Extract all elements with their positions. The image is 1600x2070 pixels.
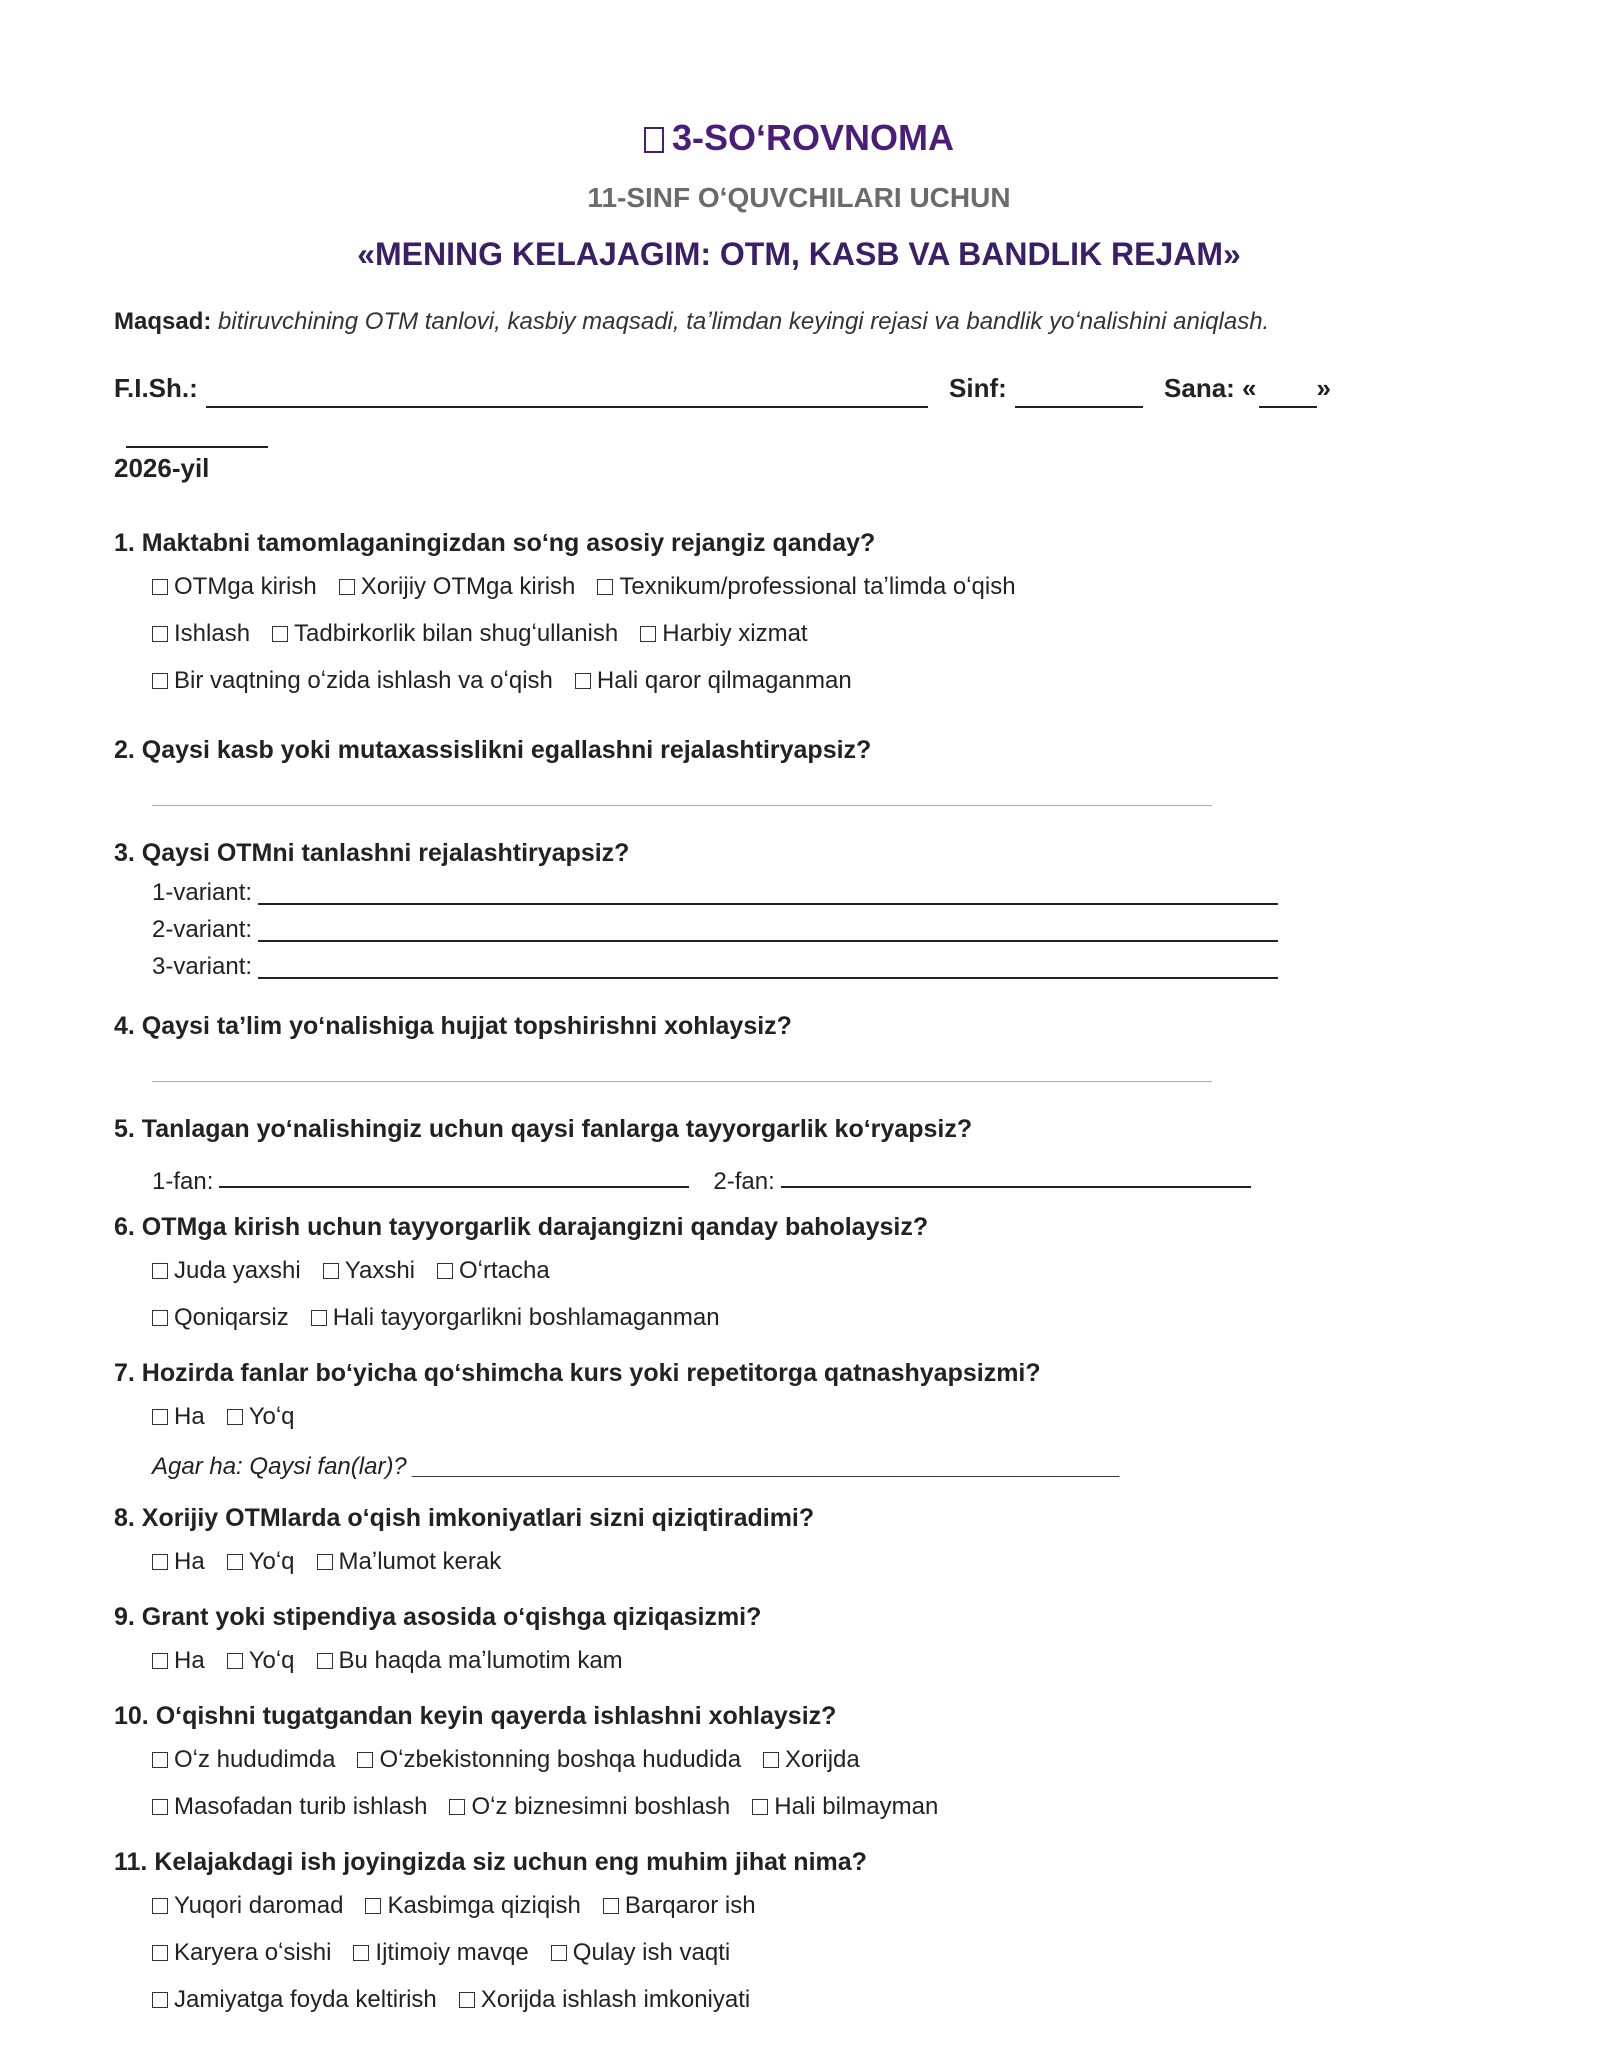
question-8: 8. Xorijiy OTMlarda oʻqish imkoniyatlari sizni qiziqtiradimi?	[114, 1504, 815, 1532]
fan-2-label: 2-fan:	[713, 1168, 775, 1195]
checkbox-icon[interactable]	[551, 1945, 567, 1961]
option-label: Ha	[174, 1548, 205, 1575]
checkbox-icon[interactable]	[152, 1310, 168, 1326]
option-label: Bir vaqtning oʻzida ishlash va oʻqish	[174, 667, 553, 694]
checkbox-icon[interactable]	[323, 1263, 339, 1279]
checkbox-option[interactable]	[152, 1983, 437, 2017]
option-label: Masofadan turib ishlash	[174, 1793, 428, 1820]
checkbox-icon[interactable]	[152, 1653, 168, 1669]
option-row	[152, 617, 1484, 664]
option-row	[152, 664, 1484, 711]
sana-label: Sana: «	[1164, 373, 1257, 403]
checkbox-icon[interactable]	[317, 1554, 333, 1570]
missing-glyph-icon	[644, 127, 664, 153]
variant-2	[152, 911, 1484, 948]
option-label: Yaxshi	[344, 1257, 416, 1284]
checkbox-icon[interactable]	[339, 579, 355, 595]
checkbox-option[interactable]	[152, 664, 553, 698]
checkbox-icon[interactable]	[152, 1945, 168, 1961]
option-row	[152, 1936, 1484, 1983]
option-label: Hali tayyorgarlikni boshlamaganman	[332, 1304, 720, 1331]
checkbox-option[interactable]	[152, 617, 250, 651]
year-label: 2026-yil	[114, 453, 210, 483]
checkbox-icon[interactable]	[437, 1263, 453, 1279]
checkbox-option[interactable]	[449, 1790, 730, 1824]
option-label: Ha	[174, 1403, 205, 1430]
checkbox-icon[interactable]	[152, 1409, 168, 1425]
variant-1	[152, 874, 1484, 911]
personal-info	[114, 368, 1484, 488]
checkbox-option[interactable]	[152, 1889, 343, 1923]
option-row	[152, 1743, 1484, 1790]
checkbox-icon[interactable]	[152, 626, 168, 642]
checkbox-option[interactable]	[311, 1301, 720, 1335]
variant-2-label: 2-variant:	[152, 916, 253, 943]
survey-theme: «MENING KELAJAGIM: OTM, KASB VA BANDLIK REJAM»	[357, 236, 1241, 272]
checkbox-icon[interactable]	[152, 1898, 168, 1914]
option-label: Oʻrtacha	[459, 1257, 550, 1284]
fan-1-field[interactable]	[219, 1160, 689, 1188]
variant-2-field[interactable]	[258, 914, 1278, 942]
checkbox-option[interactable]	[752, 1790, 938, 1824]
checkbox-option[interactable]	[152, 1743, 335, 1777]
purpose-text: bitiruvchining OTM tanlovi, kasbiy maqsadi, taʼlimdan keyingi rejasi va bandlik yoʻnalishini aniqlash.	[218, 308, 1270, 335]
q9-options	[152, 1644, 1484, 1691]
option-row	[152, 1400, 1484, 1447]
checkbox-option[interactable]	[323, 1254, 415, 1288]
q3-variants	[114, 874, 1484, 985]
q10-options	[152, 1743, 1484, 1837]
option-label: Oʻz hududimda	[174, 1746, 336, 1773]
checkbox-icon[interactable]	[317, 1653, 333, 1669]
q7-followup[interactable]: Agar ha: Qaysi fan(lar)? _____________________________________________________	[152, 1453, 1121, 1480]
checkbox-icon[interactable]	[227, 1653, 243, 1669]
option-label: Oʻz biznesimni boshlash	[471, 1793, 731, 1820]
option-label: Hali bilmayman	[774, 1793, 939, 1820]
option-label: Ha	[174, 1647, 205, 1674]
checkbox-icon[interactable]	[152, 1752, 168, 1768]
checkbox-option[interactable]	[317, 1545, 502, 1579]
checkbox-option[interactable]	[272, 617, 618, 651]
checkbox-icon[interactable]	[152, 1992, 168, 2008]
q11-options	[152, 1889, 1484, 2030]
checkbox-option[interactable]	[152, 1254, 301, 1288]
option-label: Maʼlumot kerak	[338, 1548, 502, 1575]
checkbox-option[interactable]	[763, 1743, 860, 1777]
checkbox-option[interactable]	[459, 1983, 750, 2017]
checkbox-option[interactable]	[152, 1545, 205, 1579]
q5-subjects	[152, 1156, 1484, 1196]
checkbox-icon[interactable]	[152, 673, 168, 689]
option-row	[152, 1790, 1484, 1837]
sana-close: »	[1316, 373, 1331, 403]
checkbox-option[interactable]	[152, 570, 317, 604]
option-label: Karyera oʻsishi	[174, 1939, 332, 1966]
question-11: 11. Kelajakdagi ish joyingizda siz uchun eng muhim jihat nima?	[114, 1848, 867, 1876]
option-label: Ishlash	[174, 620, 251, 647]
checkbox-option[interactable]	[227, 1400, 295, 1434]
checkbox-option[interactable]	[152, 1301, 289, 1335]
option-label: Juda yaxshi	[174, 1257, 301, 1284]
checkbox-icon[interactable]	[272, 626, 288, 642]
checkbox-icon[interactable]	[353, 1945, 369, 1961]
checkbox-option[interactable]	[152, 1790, 427, 1824]
survey-subtitle: 11-SINF OʻQUVCHILARI UCHUN	[587, 182, 1011, 213]
checkbox-option[interactable]	[603, 1889, 756, 1923]
q8-options	[152, 1545, 1484, 1592]
option-row	[152, 1644, 1484, 1691]
question-9: 9. Grant yoki stipendiya asosida oʻqishga qiziqasizmi?	[114, 1603, 762, 1631]
fish-label: F.I.Sh.:	[114, 373, 198, 403]
checkbox-icon[interactable]	[152, 1799, 168, 1815]
variant-3-field[interactable]	[258, 951, 1278, 979]
checkbox-icon[interactable]	[603, 1898, 619, 1914]
checkbox-option[interactable]	[339, 570, 576, 604]
q4-answer-line[interactable]	[152, 1065, 1212, 1082]
checkbox-option[interactable]	[353, 1936, 528, 1970]
option-label: Xorijda	[785, 1746, 860, 1773]
option-label: Yoʻq	[248, 1647, 295, 1674]
checkbox-option[interactable]	[365, 1889, 580, 1923]
question-1: 1. Maktabni tamomlaganingizdan soʻng asosiy rejangiz qanday?	[114, 529, 876, 557]
checkbox-icon[interactable]	[227, 1409, 243, 1425]
option-label: Jamiyatga foyda keltirish	[174, 1986, 437, 2013]
checkbox-icon[interactable]	[365, 1898, 381, 1914]
question-3: 3. Qaysi OTMni tanlashni rejalashtiryapsiz?	[114, 839, 630, 867]
checkbox-icon[interactable]	[227, 1554, 243, 1570]
checkbox-icon[interactable]	[311, 1310, 327, 1326]
option-label: Oʻzbekistonning boshqa hududida	[379, 1746, 742, 1773]
option-label: Yuqori daromad	[174, 1892, 344, 1919]
option-label: Qoniqarsiz	[174, 1304, 289, 1331]
option-label: Kasbimga qiziqish	[387, 1892, 581, 1919]
q1-options	[152, 570, 1484, 711]
survey-page	[114, 112, 1484, 2030]
checkbox-option[interactable]	[152, 1400, 205, 1434]
checkbox-option[interactable]	[357, 1743, 741, 1777]
option-label: Yoʻq	[248, 1403, 295, 1430]
sana-month-field[interactable]	[126, 418, 268, 448]
checkbox-option[interactable]	[152, 1644, 205, 1678]
option-label: Ijtimoiy mavqe	[375, 1939, 529, 1966]
checkbox-icon[interactable]	[152, 1263, 168, 1279]
question-4: 4. Qaysi taʼlim yoʻnalishiga hujjat topshirishni xohlaysiz?	[114, 1012, 792, 1040]
checkbox-icon[interactable]	[459, 1992, 475, 2008]
variant-1-label: 1-variant:	[152, 879, 253, 906]
option-label: Hali qaror qilmaganman	[596, 667, 852, 694]
checkbox-option[interactable]	[227, 1644, 295, 1678]
sinf-field[interactable]	[1015, 378, 1143, 408]
question-2: 2. Qaysi kasb yoki mutaxassislikni egallashni rejalashtiryapsiz?	[114, 736, 872, 764]
checkbox-option[interactable]	[551, 1936, 730, 1970]
checkbox-option[interactable]	[437, 1254, 550, 1288]
option-label: Xorijda ishlash imkoniyati	[480, 1986, 751, 2013]
option-row	[152, 1889, 1484, 1936]
checkbox-icon[interactable]	[752, 1799, 768, 1815]
option-label: Tadbirkorlik bilan shugʻullanish	[294, 620, 619, 647]
survey-title	[114, 112, 1484, 164]
checkbox-option[interactable]	[317, 1644, 623, 1678]
option-label: Texnikum/professional taʼlimda oʻqish	[619, 573, 1016, 600]
checkbox-option[interactable]	[227, 1545, 295, 1579]
question-7: 7. Hozirda fanlar boʻyicha qoʻshimcha kurs yoki repetitorga qatnashyapsizmi?	[114, 1359, 1041, 1387]
q6-options	[152, 1254, 1484, 1348]
checkbox-option[interactable]	[575, 664, 852, 698]
checkbox-icon[interactable]	[152, 579, 168, 595]
option-row	[152, 1545, 1484, 1592]
variant-3-label: 3-variant:	[152, 953, 253, 980]
q2-answer-line[interactable]	[152, 789, 1212, 806]
checkbox-option[interactable]	[640, 617, 807, 651]
purpose-label: Maqsad:	[114, 308, 212, 335]
checkbox-option[interactable]	[597, 570, 1015, 604]
option-row	[152, 1983, 1484, 2030]
option-label: Qulay ish vaqti	[572, 1939, 731, 1966]
option-label: Bu haqda maʼlumotim kam	[338, 1647, 623, 1674]
checkbox-option[interactable]	[152, 1936, 331, 1970]
question-5: 5. Tanlagan yoʻnalishingiz uchun qaysi fanlarga tayyorgarlik koʻryapsiz?	[114, 1115, 973, 1143]
question-10: 10. Oʻqishni tugatgandan keyin qayerda ishlashni xohlaysiz?	[114, 1702, 837, 1730]
q7-options	[152, 1400, 1484, 1447]
checkbox-icon[interactable]	[763, 1752, 779, 1768]
option-label: Yoʻq	[248, 1548, 295, 1575]
checkbox-icon[interactable]	[575, 673, 591, 689]
checkbox-icon[interactable]	[597, 579, 613, 595]
option-label: Barqaror ish	[624, 1892, 756, 1919]
option-row	[152, 1254, 1484, 1301]
fish-field[interactable]	[206, 378, 928, 408]
sana-day-field[interactable]	[1259, 378, 1317, 408]
checkbox-icon[interactable]	[640, 626, 656, 642]
checkbox-icon[interactable]	[449, 1799, 465, 1815]
checkbox-icon[interactable]	[152, 1554, 168, 1570]
question-6: 6. OTMga kirish uchun tayyorgarlik darajangizni qanday baholaysiz?	[114, 1213, 929, 1241]
fan-1-label: 1-fan:	[152, 1168, 214, 1195]
variant-3	[152, 948, 1484, 985]
option-label: Xorijiy OTMga kirish	[360, 573, 576, 600]
fan-2-field[interactable]	[781, 1160, 1251, 1188]
option-row	[152, 570, 1484, 617]
variant-1-field[interactable]	[258, 877, 1278, 905]
checkbox-icon[interactable]	[357, 1752, 373, 1768]
option-label: OTMga kirish	[174, 573, 317, 600]
option-label: Harbiy xizmat	[662, 620, 808, 647]
purpose-line	[114, 306, 1484, 338]
sinf-label: Sinf:	[949, 373, 1007, 403]
option-row	[152, 1301, 1484, 1348]
title-text: 3-SOʻROVNOMA	[671, 117, 955, 158]
